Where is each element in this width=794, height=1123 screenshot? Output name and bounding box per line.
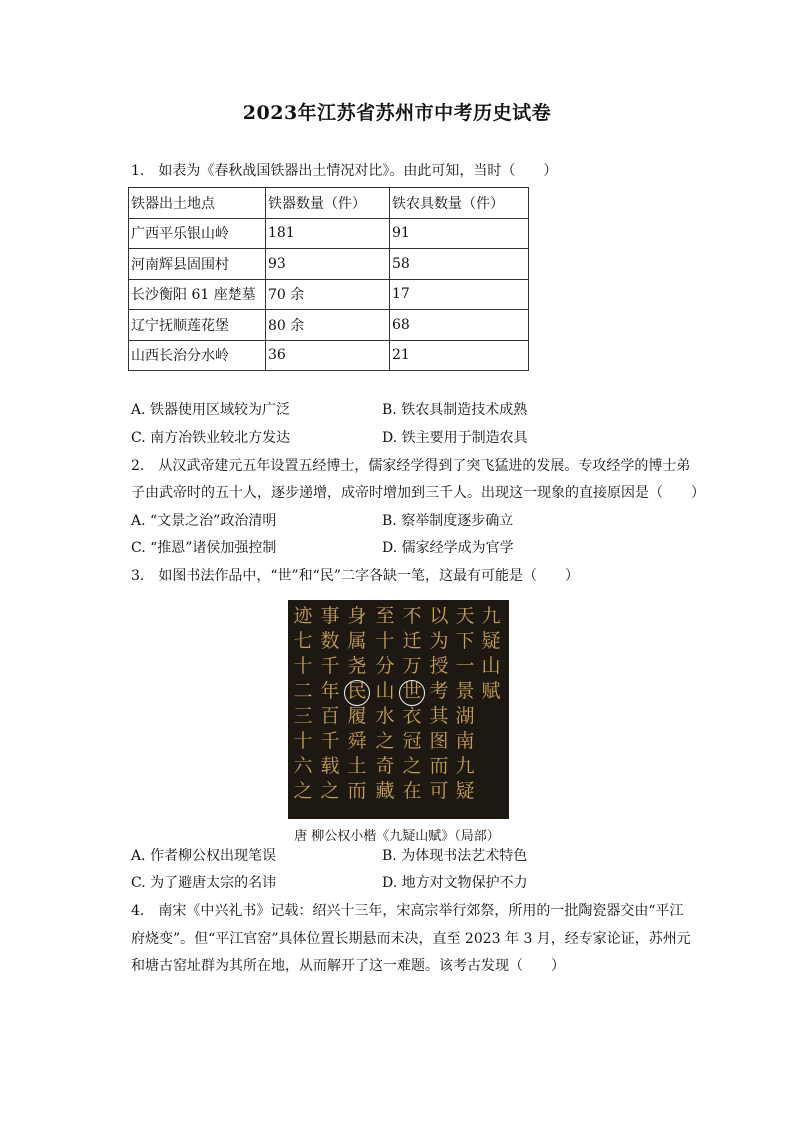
table-cell: 58 xyxy=(390,249,529,280)
q1-stem: 1. 如表为《春秋战国铁器出土情况对比》。由此可知，当时（ ） xyxy=(131,163,558,179)
q2-option-b: B. 察举制度逐步确立 xyxy=(382,513,514,529)
table-cell: 长沙衡阳 61 座楚墓 xyxy=(129,279,266,310)
iron-artifacts-table xyxy=(128,187,529,371)
q4-stem-line-3: 和塘古窑址群为其所在地，从而解开了这一难题。该考古发现（ ） xyxy=(131,958,565,974)
image-caption: 唐 柳公权小楷《九疑山赋》（局部） xyxy=(294,829,500,844)
table-cell: 山西长治分水岭 xyxy=(129,340,266,371)
table-row xyxy=(129,218,529,249)
q4-stem-line-2: 府烧变”。但“平江官窑”具体位置长期悬而未决，直至 2023 年 3 月，经专家论证，苏州元 xyxy=(131,931,691,947)
min-character-circle xyxy=(344,680,370,706)
table-row xyxy=(129,340,529,371)
table-cell: 河南辉县固围村 xyxy=(129,249,266,280)
table-row xyxy=(129,249,529,280)
table-cell: 21 xyxy=(390,340,529,371)
table-cell: 17 xyxy=(390,279,529,310)
table-cell: 广西平乐银山岭 xyxy=(129,218,266,249)
q3-stem: 3. 如图书法作品中，“世”和“民”二字各缺一笔，这最有可能是（ ） xyxy=(131,568,579,584)
calligraphy-column: 天 下 一 景 湖 南 九 疑 xyxy=(455,605,475,802)
q1-option-d: D. 铁主要用于制造农具 xyxy=(382,430,528,446)
table-row xyxy=(129,310,529,341)
table-cell: 70 余 xyxy=(266,279,390,310)
table-header-cell: 铁器出土地点 xyxy=(129,188,266,219)
calligraphy-image xyxy=(288,600,509,819)
page-title: 2023年江苏省苏州市中考历史试卷 xyxy=(242,102,552,124)
q2-option-c: C. “推恩”诸侯加强控制 xyxy=(131,540,277,556)
q3-option-d: D. 地方对文物保护不力 xyxy=(382,875,528,891)
calligraphy-column: 不 迁 万 世 衣 冠 之 在 xyxy=(402,605,422,802)
q2-option-d: D. 儒家经学成为官学 xyxy=(382,540,514,556)
q2-option-a: A. “文景之治”政治清明 xyxy=(131,513,277,529)
q1-option-c: C. 南方冶铁业较北方发达 xyxy=(131,430,291,446)
table-cell: 68 xyxy=(390,310,529,341)
table-row xyxy=(129,279,529,310)
table-header-cell: 铁器数量（件） xyxy=(266,188,390,219)
q2-stem-line-1: 2. 从汉武帝建元五年设置五经博士，儒家经学得到了突飞猛进的发展。专攻经学的博士弟 xyxy=(131,458,691,474)
calligraphy-column: 身 属 尧 民 履 舜 土 而 xyxy=(347,605,367,802)
table-cell: 93 xyxy=(266,249,390,280)
calligraphy-column: 迹 七 十 二 三 十 六 之 xyxy=(293,605,313,802)
table-cell: 91 xyxy=(390,218,529,249)
calligraphy-column: 以 为 授 考 其 图 而 可 xyxy=(429,605,449,802)
q1-option-a: A. 铁器使用区域较为广泛 xyxy=(131,402,291,418)
table-cell: 辽宁抚顺莲花堡 xyxy=(129,310,266,341)
q3-option-c: C. 为了避唐太宗的名讳 xyxy=(131,875,277,891)
q3-option-a: A. 作者柳公权出现笔误 xyxy=(131,848,277,864)
table-cell: 181 xyxy=(266,218,390,249)
q2-stem-line-2: 子由武帝时的五十人，逐步递增，成帝时增加到三千人。出现这一现象的直接原因是（ ） xyxy=(131,485,705,501)
q1-option-b: B. 铁农具制造技术成熟 xyxy=(382,402,528,418)
table-cell: 80 余 xyxy=(266,310,390,341)
table-header-row xyxy=(129,188,529,219)
table-cell: 36 xyxy=(266,340,390,371)
table-header-cell: 铁农具数量（件） xyxy=(390,188,529,219)
q3-option-b: B. 为体现书法艺术特色 xyxy=(382,848,528,864)
calligraphy-column: 事 数 千 年 百 千 载 之 xyxy=(320,605,340,802)
calligraphy-column: 至 十 分 山 水 之 奇 藏 xyxy=(375,605,395,802)
calligraphy-column: 九 疑 山 赋 xyxy=(481,605,501,702)
shi-character-circle xyxy=(399,680,425,706)
q4-stem-line-1: 4. 南宋《中兴礼书》记载：绍兴十三年，宋高宗举行郊祭，所用的一批陶瓷器交由“平江 xyxy=(131,903,684,919)
